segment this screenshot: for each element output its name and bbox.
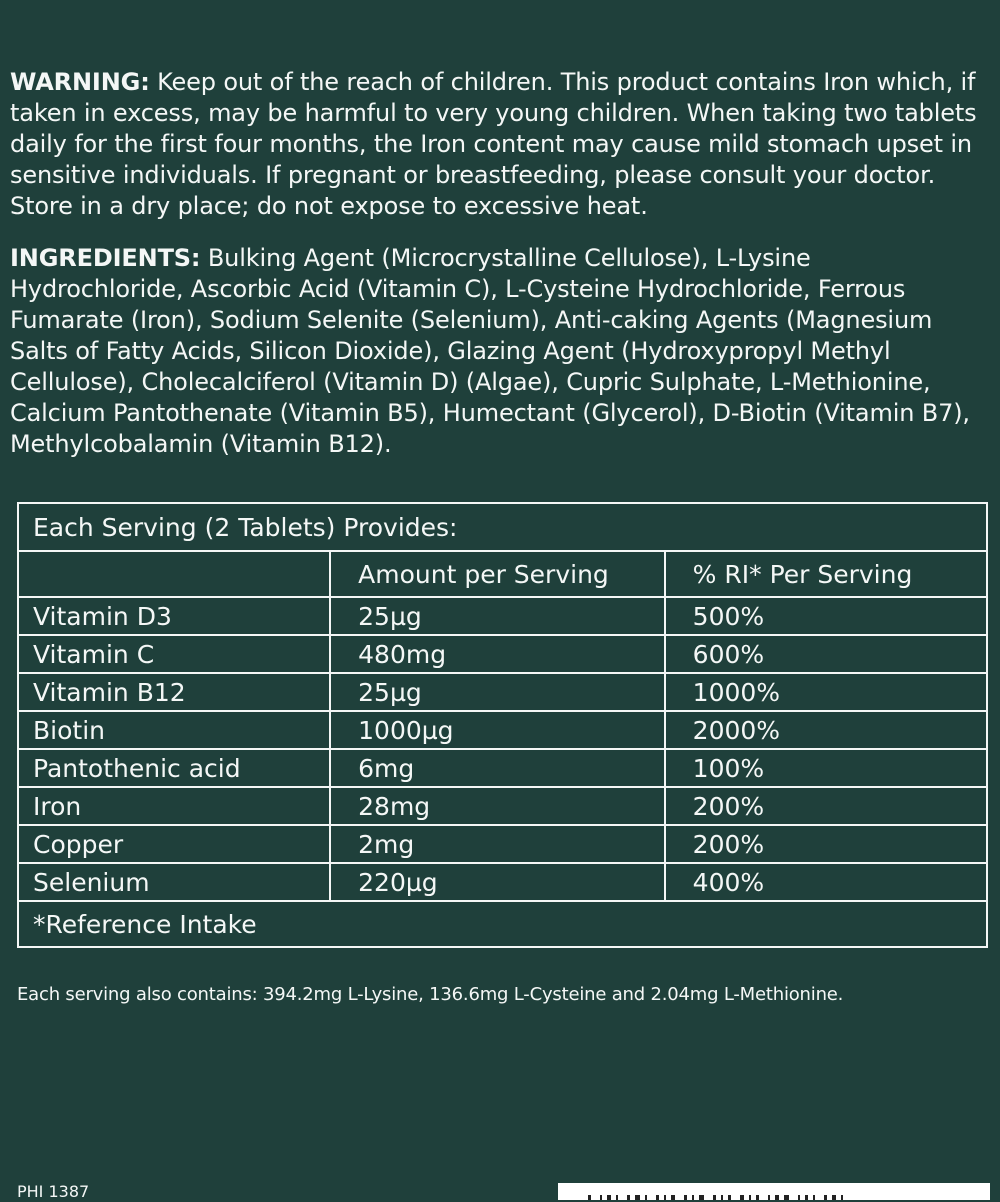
warning-paragraph xyxy=(10,67,990,222)
nutrient-ri: 400% xyxy=(665,863,987,901)
barcode-bar xyxy=(768,1195,770,1200)
nutrient-name: Vitamin C xyxy=(18,635,330,673)
barcode-bar xyxy=(656,1195,659,1200)
barcode-bar xyxy=(784,1195,789,1200)
warning-heading: WARNING: xyxy=(10,68,150,96)
barcode-bar xyxy=(699,1195,704,1200)
barcode-bar xyxy=(645,1195,647,1200)
nutrient-name: Copper xyxy=(18,825,330,863)
barcode-bar xyxy=(664,1195,666,1200)
nutrient-name: Vitamin B12 xyxy=(18,673,330,711)
barcode-bar xyxy=(728,1195,731,1200)
ingredients-paragraph xyxy=(10,243,990,460)
nutrient-ri: 600% xyxy=(665,635,987,673)
nutrient-name: Selenium xyxy=(18,863,330,901)
table-row xyxy=(18,635,987,673)
barcode-bar xyxy=(607,1195,611,1200)
table-row xyxy=(18,825,987,863)
nutrient-ri: 1000% xyxy=(665,673,987,711)
header-nutrient xyxy=(18,551,330,597)
table-row xyxy=(18,597,987,635)
nutrient-name: Pantothenic acid xyxy=(18,749,330,787)
nutrient-name: Vitamin D3 xyxy=(18,597,330,635)
table-row xyxy=(18,711,987,749)
barcode-bar xyxy=(627,1195,630,1200)
nutrient-amount: 6mg xyxy=(330,749,665,787)
barcode-bar xyxy=(616,1195,618,1200)
warning-text: Keep out of the reach of children. This product contains Iron which, if taken in excess, may be harmful to very young children. When taking two tablets daily for the first four months, the Iron content may cause mild stomach upset in sensitive individuals. If pregnant or breastfeeding, please consult your doctor. Store in a dry place; do not expose to excessive heat. xyxy=(10,68,977,220)
table-row xyxy=(18,787,987,825)
table-row xyxy=(18,673,987,711)
barcode-bar xyxy=(713,1195,716,1200)
barcode-bar xyxy=(588,1195,591,1200)
nutrient-ri: 2000% xyxy=(665,711,987,749)
barcode-bar xyxy=(775,1195,779,1200)
barcode-bar xyxy=(635,1195,640,1200)
barcode-bar xyxy=(841,1195,843,1200)
nutrient-name: Iron xyxy=(18,787,330,825)
table-caption: Each Serving (2 Tablets) Provides: xyxy=(18,503,987,551)
table-footnote: *Reference Intake xyxy=(18,901,987,947)
nutrient-amount: 480mg xyxy=(330,635,665,673)
nutrient-amount: 25µg xyxy=(330,673,665,711)
table-row xyxy=(18,749,987,787)
nutrient-ri: 500% xyxy=(665,597,987,635)
barcode-bar xyxy=(832,1195,836,1200)
barcode-bar xyxy=(813,1195,815,1200)
ingredients-text: Bulking Agent (Microcrystalline Cellulose), L-Lysine Hydrochloride, Ascorbic Acid (Vitamin C), L-Cysteine Hydrochloride, Ferrous Fumarate (Iron), Sodium Selenite (Selenium), Anti-caking Agents (Magnesium Salts of Fatty Acids, Silicon Dioxide), Glazing Agent (Hydroxypropyl Methyl Cellulose), Cholecalciferol (Vitamin D) (Algae), Cupric Sulphate, L-Methionine, Calcium Pantothenate (Vitamin B5), Humectant (Glycerol), D-Biotin (Vitamin B7), Methylcobalamin (Vitamin B12). xyxy=(10,244,970,458)
nutrient-amount: 25µg xyxy=(330,597,665,635)
also-contains-note: Each serving also contains: 394.2mg L-Lysine, 136.6mg L-Cysteine and 2.04mg L-Methionine. xyxy=(17,984,844,1005)
nutrition-table xyxy=(17,502,988,948)
nutrient-ri: 200% xyxy=(665,787,987,825)
header-ri: % RI* Per Serving xyxy=(665,551,987,597)
nutrient-amount: 220µg xyxy=(330,863,665,901)
nutrient-amount: 2mg xyxy=(330,825,665,863)
nutrient-ri: 100% xyxy=(665,749,987,787)
barcode-bar xyxy=(600,1195,602,1200)
barcode-bar xyxy=(805,1195,808,1200)
barcode-bar xyxy=(798,1195,800,1200)
nutrient-name: Biotin xyxy=(18,711,330,749)
table-caption-row xyxy=(18,503,987,551)
table-header-row xyxy=(18,551,987,597)
table-footnote-row xyxy=(18,901,987,947)
table-row xyxy=(18,863,987,901)
barcode-bar xyxy=(692,1195,694,1200)
barcode-bar xyxy=(749,1195,751,1200)
barcode-bar xyxy=(721,1195,723,1200)
header-amount: Amount per Serving xyxy=(330,551,665,597)
nutrient-ri: 200% xyxy=(665,825,987,863)
barcode-bar xyxy=(824,1195,827,1200)
barcode-bar xyxy=(756,1195,759,1200)
nutrient-amount: 28mg xyxy=(330,787,665,825)
barcode-bar xyxy=(740,1195,744,1200)
ingredients-heading: INGREDIENTS: xyxy=(10,244,201,272)
product-code: PHI 1387 xyxy=(17,1182,90,1201)
barcode-icon xyxy=(558,1183,990,1200)
barcode-bar xyxy=(684,1195,687,1200)
barcode-bar xyxy=(671,1195,675,1200)
nutrient-amount: 1000µg xyxy=(330,711,665,749)
